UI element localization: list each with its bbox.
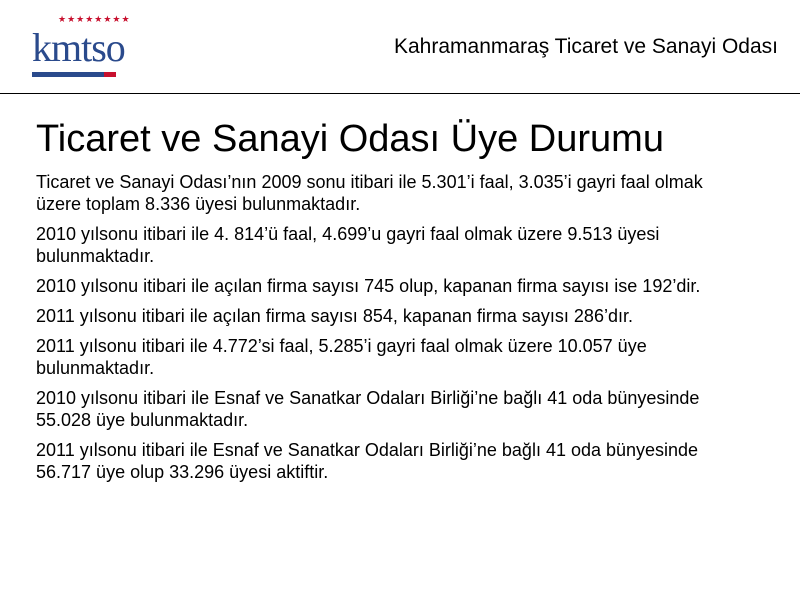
slide-body (36, 171, 716, 491)
body-paragraph: 2010 yılsonu itibari ile 4. 814’ü faal, 4.699’u gayri faal olmak üzere 9.513 üyesi bulunmaktadır. (36, 224, 660, 266)
logo-wordmark: kmtso (32, 25, 125, 70)
body-paragraph: 2010 yılsonu itibari ile açılan firma sayısı 745 olup, kapanan firma sayısı ise 192’dir. (36, 276, 701, 296)
logo-underline-accent (104, 72, 116, 77)
slide-title: Ticaret ve Sanayi Odası Üye Durumu (36, 118, 664, 160)
stars-icon: ★★★★★★★★ (58, 14, 131, 24)
body-paragraph: 2011 yılsonu itibari ile açılan firma sayısı 854, kapanan firma sayısı 286’dır. (36, 306, 633, 326)
kmtso-logo (24, 12, 131, 80)
slide-header (0, 0, 800, 94)
body-paragraph: 2011 yılsonu itibari ile Esnaf ve Sanatkar Odaları Birliği’ne bağlı 41 oda bünyesinde 56.717 üye olup 33.296 üyesi aktiftir. (36, 440, 699, 482)
body-paragraph: Ticaret ve Sanayi Odası’nın 2009 sonu itibari ile 5.301’i faal, 3.035’i gayri faal olmak üzere toplam 8.336 üyesi bulunmaktadır. (36, 172, 703, 214)
body-paragraph: 2011 yılsonu itibari ile 4.772’si faal, 5.285’i gayri faal olmak üzere 10.057 üye bulunmaktadır. (36, 336, 647, 378)
body-paragraph: 2010 yılsonu itibari ile Esnaf ve Sanatkar Odaları Birliği’ne bağlı 41 oda bünyesinde 55.028 üye bulunmaktadır. (36, 388, 700, 430)
organization-title: Kahramanmaraş Ticaret ve Sanayi Odası (393, 35, 778, 58)
